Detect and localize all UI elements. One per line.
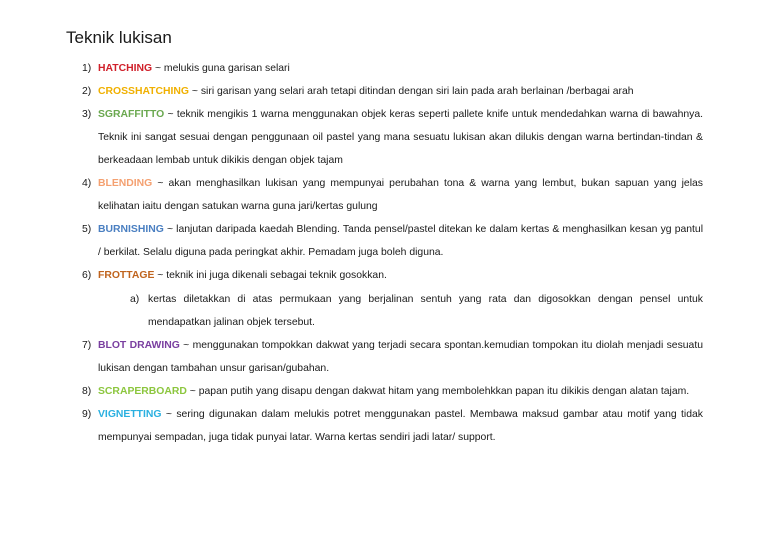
item-description: ~ melukis guna garisan selari — [152, 63, 290, 74]
term-sgraffitto: SGRAFFITTO — [98, 109, 165, 120]
list-number: 6) — [82, 270, 92, 281]
item-description: ~ menggunakan tompokkan dakwat yang terjadi secara spontan.kemudian tompokan itu diolah menjadi sesuatu lukisan dengan tambahan unsur garisan/gubahan. — [98, 340, 703, 374]
list-number: 8) — [82, 386, 92, 397]
list-number: 2) — [82, 86, 92, 97]
list-number: a) — [130, 294, 140, 305]
item-description: ~ siri garisan yang selari arah tetapi ditindan dengan siri lain pada arah berlainan /berbagai arah — [189, 86, 634, 97]
item-description: ~ teknik ini juga dikenali sebagai teknik gosokkan. — [154, 270, 387, 281]
item-description: ~ teknik mengikis 1 warna menggunakan objek keras seperti pallete knife untuk mendedahkan warna di bawahnya. Teknik ini sangat sesuai dengan penggunaan oil pastel yang mana sesuatu lukisan akan dilukis dengan warna bertindan-tindan & berkeadaan lembab untuk dikikis dengan objek tajam — [98, 109, 703, 166]
list-number: 3) — [82, 109, 92, 120]
term-hatching: HATCHING — [98, 63, 153, 74]
term-blot-drawing: BLOT DRAWING — [98, 340, 180, 351]
item-description: ~ sering digunakan dalam melukis potret menggunakan pastel. Membawa maksud gambar atau motif yang tidak mempunyai sempadan, juga tidak punyai latar. Warna kertas sendiri jadi latar/ support. — [98, 409, 703, 443]
term-scraperboard: SCRAPERBOARD — [98, 386, 187, 397]
term-blending: BLENDING — [98, 178, 153, 189]
list-number: 7) — [82, 340, 92, 351]
item-description: kertas diletakkan di atas permukaan yang berjalinan sentuh yang rata dan digosokkan dengan pensel untuk mendapatkan jalinan objek tersebut. — [148, 294, 703, 328]
term-vignetting: VIGNETTING — [98, 409, 162, 420]
list-number: 9) — [82, 409, 92, 420]
term-burnishing: BURNISHING — [98, 224, 164, 235]
page-title: Teknik lukisan — [66, 28, 172, 47]
term-frottage: FROTTAGE — [98, 270, 155, 281]
item-description: ~ akan menghasilkan lukisan yang mempunyai perubahan tona & warna yang lembut, bukan sapuan yang jelas kelihatan iaitu dengan satukan warna guna jari/kertas gulung — [98, 178, 703, 212]
item-description: ~ papan putih yang disapu dengan dakwat hitam yang membolehkkan papan itu dikikis dengan alatan tajam. — [186, 386, 690, 397]
term-crosshatching: CROSSHATCHING — [98, 86, 190, 97]
list-number: 5) — [82, 224, 92, 235]
item-description: ~ lanjutan daripada kaedah Blending. Tanda pensel/pastel ditekan ke dalam kertas & menghasilkan kesan yg pantul / berkilat. Selalu diguna pada peringkat akhir. Pemadam juga boleh diguna. — [98, 224, 703, 258]
list-number: 1) — [82, 63, 92, 74]
list-number: 4) — [82, 178, 92, 189]
